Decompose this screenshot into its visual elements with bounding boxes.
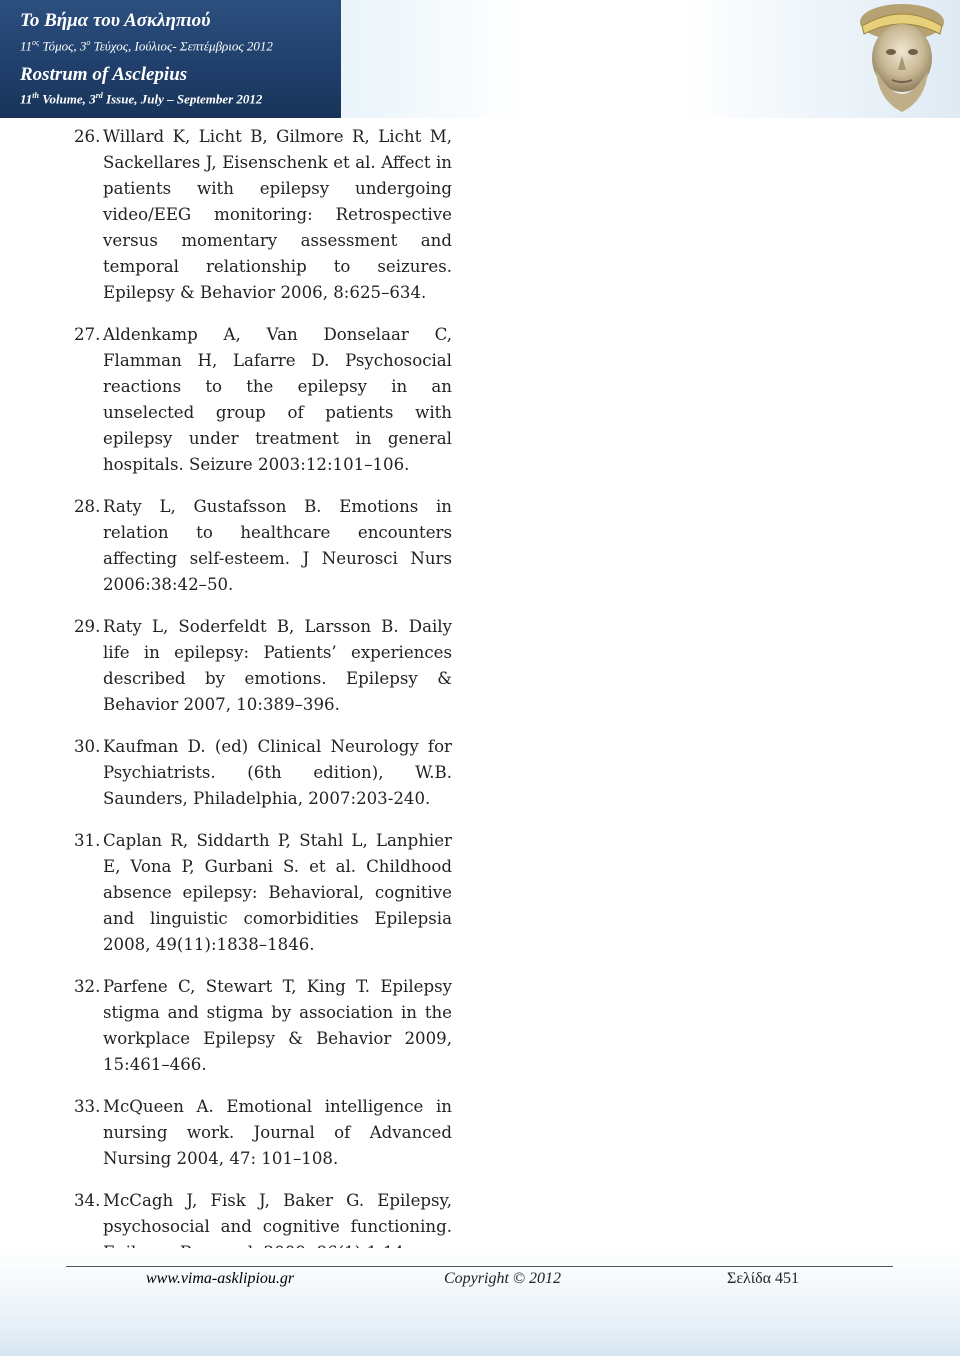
reference-number: 34. <box>74 1191 101 1210</box>
asclepius-bust-icon <box>840 0 960 118</box>
reference-number: 30. <box>74 737 101 756</box>
header-banner <box>341 0 960 118</box>
reference-item <box>74 322 452 478</box>
reference-text: Parfene C, Stewart T, King T. Epilepsy stigma and stigma by association in the workplace Epilepsy & Behavior 2009, 15:461–466. <box>103 977 452 1074</box>
footer-background <box>0 1248 960 1356</box>
reference-item <box>74 974 452 1078</box>
issue-line-greek: $11^{o\varsigma}$ Τόμος, $3^o$ Τεύχος, Ιούλιος- Σεπτέμβριος 2012 <box>20 38 273 54</box>
reference-item <box>74 614 452 718</box>
reference-number: 26. <box>74 127 101 146</box>
reference-list <box>74 124 452 1282</box>
reference-item <box>74 1094 452 1172</box>
reference-item <box>74 734 452 812</box>
reference-item <box>74 124 452 306</box>
journal-title-greek: Το Βήμα του Ασκληπιού <box>20 10 211 31</box>
reference-item <box>74 828 452 958</box>
footer-website-link[interactable]: www.vima-asklipiou.gr <box>146 1270 295 1287</box>
footer-divider <box>66 1266 893 1267</box>
reference-text: McQueen A. Emotional intelligence in nursing work. Journal of Advanced Nursing 2004, 47: 101–108. <box>103 1097 452 1168</box>
reference-text: Raty L, Soderfeldt B, Larsson B. Daily life in epilepsy: Patients’ experiences described by emotions. Epilepsy & Behavior 2007, 10:389–396. <box>103 617 452 714</box>
reference-text: Raty L, Gustafsson B. Emotions in relation to healthcare encounters affecting self-esteem. J Neurosci Nurs 2006:38:42–50. <box>103 497 452 594</box>
reference-text: Caplan R, Siddarth P, Stahl L, Lanphier E, Vona P, Gurbani S. et al. Childhood absence epilepsy: Behavioral, cognitive and linguistic comorbidities Epilepsia 2008, 49(11):1838–1846. <box>103 831 452 954</box>
reference-text: Willard K, Licht B, Gilmore R, Licht M, Sackellares J, Eisenschenk et al. Affect in patients with epilepsy undergoing video/EEG monitoring: Retrospective versus momentary assessment and temporal relationship to seizures. Epilepsy & Behavior 2006, 8:625–634. <box>103 127 452 302</box>
reference-number: 31. <box>74 831 101 850</box>
reference-number: 29. <box>74 617 101 636</box>
journal-title-english: Rostrum of Asclepius <box>20 64 188 86</box>
reference-text: McCagh J, Fisk J, Baker G. Epilepsy, psychosocial and cognitive functioning. <box>103 1191 452 1236</box>
journal-header <box>0 0 341 118</box>
reference-text: Kaufman D. (ed) Clinical Neurology for Psychiatrists. (6th edition), W.B. Saunders, Philadelphia, 2007:203-240. <box>103 737 452 808</box>
reference-number: 27. <box>74 325 101 344</box>
reference-number: 28. <box>74 497 101 516</box>
reference-number: 32. <box>74 977 101 996</box>
footer-page-number: Σελίδα 451 <box>727 1270 800 1287</box>
reference-text: Aldenkamp A, Van Donselaar C, Flamman H, Lafarre D. Psychosocial reactions to the epilepsy in an unselected group of patients with epilepsy under treatment in general hospitals. Seizure 2003:12:101–106. <box>103 325 452 474</box>
issue-line-english: 11th Volume, 3rd Issue, July – September 2012 <box>20 91 263 107</box>
reference-item <box>74 494 452 598</box>
reference-number: 33. <box>74 1097 101 1116</box>
footer-copyright: Copyright © 2012 <box>444 1270 562 1287</box>
